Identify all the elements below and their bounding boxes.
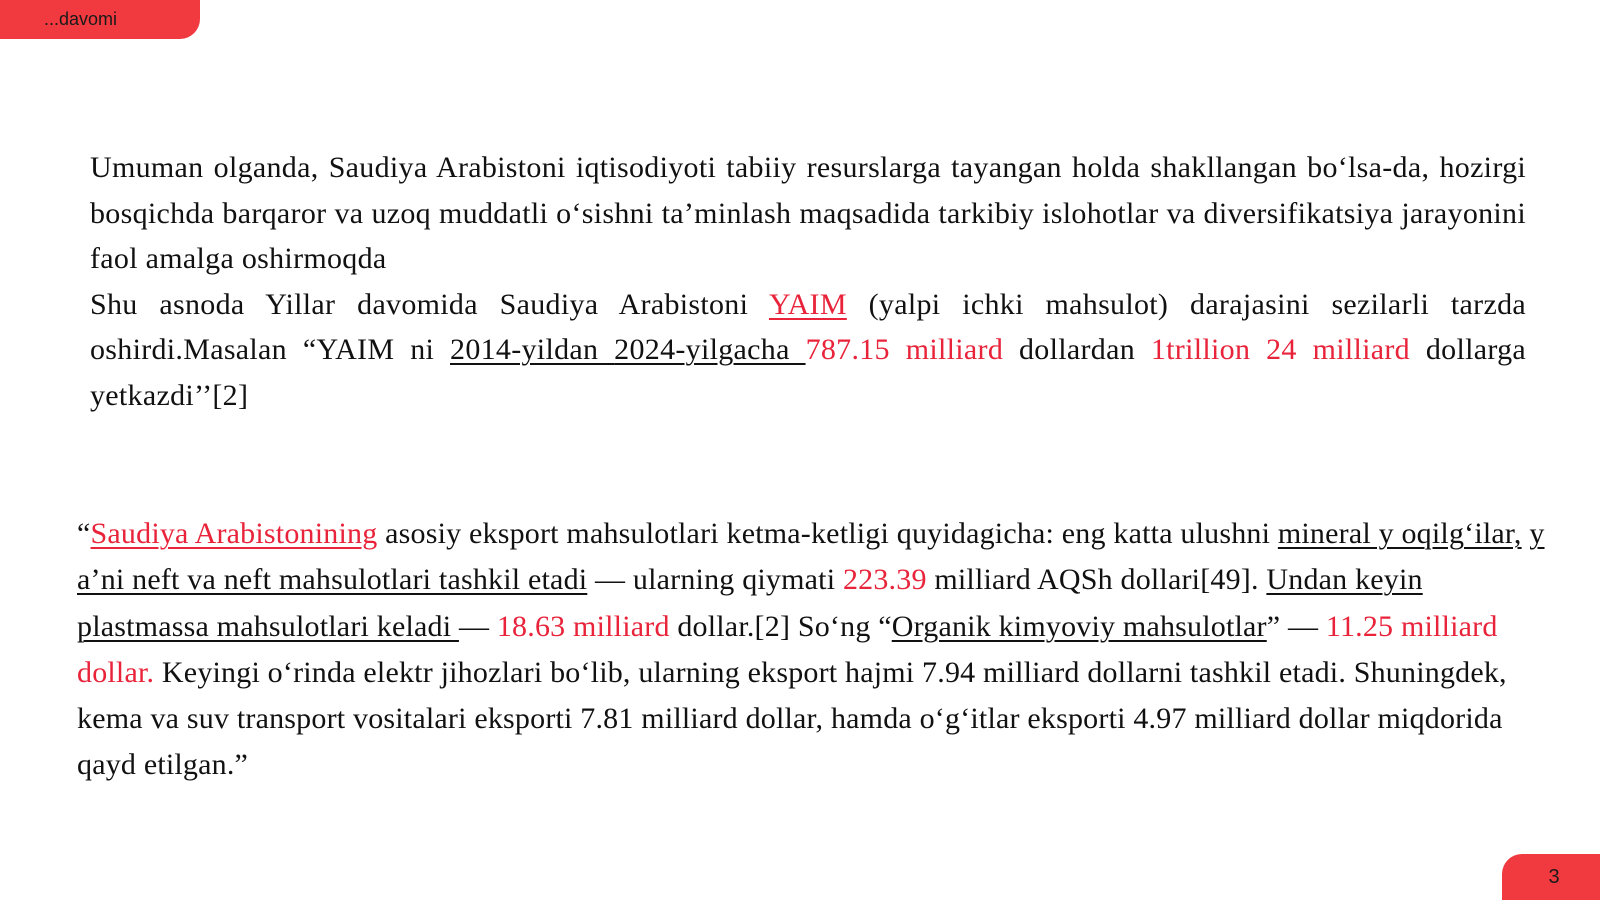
- page-number: 3: [1548, 866, 1560, 888]
- section-tab-label: ...davomi: [44, 9, 118, 29]
- exports-text-7: Keyingi o‘rinda elektr jihozlari bo‘lib, ularning eksport hajmi 7.94 milliard dollarni tashkil etadi. Shuningdek, kema va suv transport vositalari eksporti 7.81 milliard dollar, hamda o‘g‘itlar eksporti 4.97 milliard dollar miqdorida qayd etilgan.”: [77, 655, 1507, 782]
- paragraph-exports-body: [77, 511, 1557, 789]
- exports-text-6: ” —: [1266, 609, 1326, 643]
- exports-text-2: — ularning qiymati: [587, 563, 843, 597]
- paragraph-exports: [77, 511, 1557, 789]
- page-number-badge: [1502, 854, 1600, 900]
- gdp-text-2: (yalpi ichki mahsulot) darajasini sezilarli tarzda oshirdi.Masalan “YAIM ni: [90, 287, 1526, 366]
- gdp-text-1: Shu asnoda Yillar davomida Saudiya Arabistoni: [90, 287, 769, 321]
- plastics-value: 18.63 milliard: [496, 609, 670, 643]
- year-2014: 2014-yildan: [450, 333, 615, 366]
- exports-text-1: asosiy eksport mahsulotlari ketma-ketligi quyidagicha: eng katta ulushni: [377, 517, 1278, 550]
- exports-text-3: milliard AQSh dollari[49].: [926, 563, 1267, 597]
- paragraph-economy: [90, 145, 1526, 418]
- section-tab: [0, 0, 200, 39]
- organic-value: 11.25 milliard dollar.: [77, 609, 1498, 689]
- year-2024: 2024-yilgacha: [614, 333, 806, 366]
- paragraph-gdp: [90, 282, 1526, 419]
- gdp-value-2024: 1trillion 24 milliard: [1150, 333, 1410, 366]
- gdp-text-3: dollardan: [1003, 333, 1151, 366]
- saudiya-link[interactable]: Saudiya Arabistonining: [90, 517, 378, 550]
- gdp-value-2014: 787.15 milliard: [805, 333, 1004, 366]
- mineral-fuels: mineral y oqilg‘ilar,: [1277, 517, 1522, 550]
- oil-products: y a’ni neft va neft mahsulotlari tashkil etadi: [77, 517, 1545, 597]
- paragraph-economy-line1: Umuman olganda, Saudiya Arabistoni iqtisodiyoti tabiiy resurslarga tayangan holda shakllangan bo‘lsa-da, hozirgi bosqichda barqaror va uzoq muddatli o‘sishni ta’minlash maqsadida tarkibiy islohotlar va diversifikatsiya jarayonini faol amalga oshirmoqda: [90, 151, 1526, 275]
- organic-chemicals: Organik kimyoviy mahsulotlar: [891, 609, 1267, 643]
- yaim-link[interactable]: YAIM: [768, 287, 847, 321]
- exports-text-5: dollar.[2] So‘ng “: [669, 609, 892, 643]
- plastics-phrase: Undan keyin plastmassa mahsulotlari keladi: [77, 563, 1423, 643]
- exports-text-4: —: [458, 609, 497, 643]
- gdp-text-4: dollarga yetkazdi’’[2]: [90, 333, 1527, 412]
- mineral-value: 223.39: [842, 563, 927, 597]
- quote-open: “: [77, 517, 91, 550]
